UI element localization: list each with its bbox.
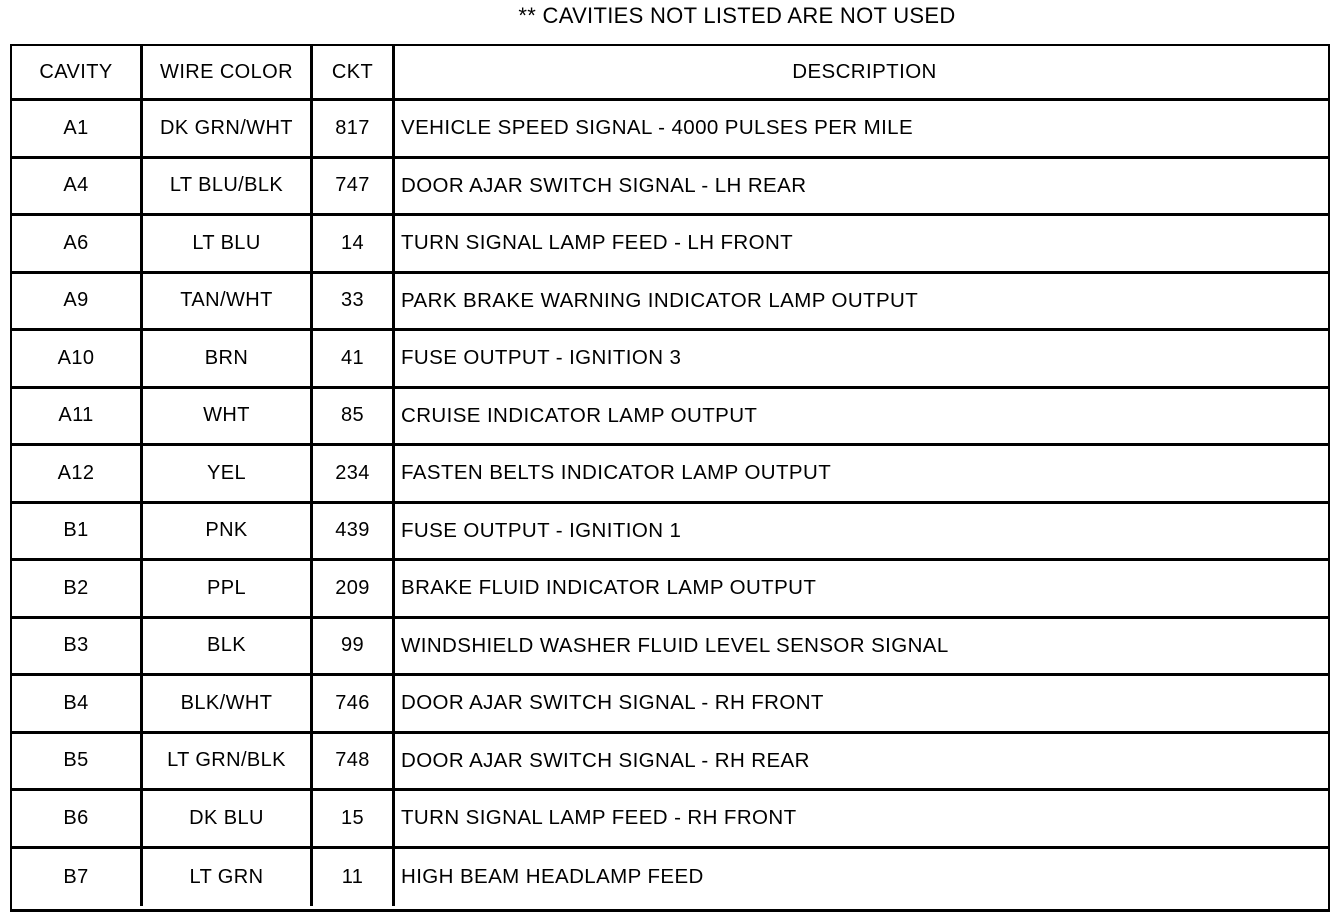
table-row <box>12 274 1328 332</box>
table-row <box>12 101 1328 159</box>
description-cell: VEHICLE SPEED SIGNAL - 4000 PULSES PER MILE <box>401 116 914 140</box>
ckt-cell: 85 <box>313 389 395 444</box>
cavity-cell: A4 <box>12 159 143 214</box>
ckt-cell: 15 <box>313 791 395 846</box>
ckt-cell: 748 <box>313 734 395 789</box>
wire-color-cell: PPL <box>143 561 313 616</box>
cavity-cell: A11 <box>12 389 143 444</box>
ckt-cell: 11 <box>313 849 395 907</box>
description-cell: FUSE OUTPUT - IGNITION 1 <box>401 518 682 542</box>
table-row <box>12 331 1328 389</box>
description-cell: FASTEN BELTS INDICATOR LAMP OUTPUT <box>401 461 832 485</box>
cavity-cell: A6 <box>12 216 143 271</box>
table-row <box>12 561 1328 619</box>
wire-color-cell: LT BLU <box>143 216 313 271</box>
description-cell: CRUISE INDICATOR LAMP OUTPUT <box>401 403 758 427</box>
wire-color-cell: LT GRN <box>143 849 313 907</box>
description-cell: WINDSHIELD WASHER FLUID LEVEL SENSOR SIGNAL <box>401 633 949 657</box>
wire-color-cell: LT GRN/BLK <box>143 734 313 789</box>
ckt-cell: 234 <box>313 446 395 501</box>
description-cell: DOOR AJAR SWITCH SIGNAL - RH FRONT <box>401 691 824 715</box>
ckt-cell: 33 <box>313 274 395 329</box>
ckt-cell: 817 <box>313 101 395 156</box>
wire-color-cell: LT BLU/BLK <box>143 159 313 214</box>
header-description: DESCRIPTION <box>792 60 937 83</box>
cavity-cell: A12 <box>12 446 143 501</box>
cavity-cell: B4 <box>12 676 143 731</box>
wire-color-cell: TAN/WHT <box>143 274 313 329</box>
description-cell: TURN SIGNAL LAMP FEED - RH FRONT <box>401 806 797 830</box>
table-header-row <box>12 46 1328 101</box>
wire-color-cell: BLK/WHT <box>143 676 313 731</box>
description-cell: DOOR AJAR SWITCH SIGNAL - LH REAR <box>401 173 807 197</box>
wire-color-cell: BRN <box>143 331 313 386</box>
cavity-cell: B2 <box>12 561 143 616</box>
header-wire-color: WIRE COLOR <box>143 46 313 98</box>
ckt-cell: 746 <box>313 676 395 731</box>
cavity-cell: B3 <box>12 619 143 674</box>
cavity-cell: A10 <box>12 331 143 386</box>
connector-cavity-table <box>10 44 1330 912</box>
ckt-cell: 209 <box>313 561 395 616</box>
wire-color-cell: DK GRN/WHT <box>143 101 313 156</box>
unused-cavities-note: ** CAVITIES NOT LISTED ARE NOT USED <box>518 3 956 28</box>
header-ckt: CKT <box>313 46 395 98</box>
wire-color-cell: WHT <box>143 389 313 444</box>
wire-color-cell: BLK <box>143 619 313 674</box>
header-cavity: CAVITY <box>12 46 143 98</box>
description-cell: TURN SIGNAL LAMP FEED - LH FRONT <box>401 231 794 255</box>
cavity-cell: A9 <box>12 274 143 329</box>
ckt-cell: 99 <box>313 619 395 674</box>
table-row <box>12 159 1328 217</box>
ckt-cell: 14 <box>313 216 395 271</box>
ckt-cell: 439 <box>313 504 395 559</box>
table-row <box>12 216 1328 274</box>
ckt-cell: 747 <box>313 159 395 214</box>
table-row <box>12 849 1328 907</box>
table-row <box>12 619 1328 677</box>
wire-color-cell: DK BLU <box>143 791 313 846</box>
cavity-cell: B7 <box>12 849 143 907</box>
description-cell: PARK BRAKE WARNING INDICATOR LAMP OUTPUT <box>401 288 919 312</box>
table-row <box>12 734 1328 792</box>
wire-color-cell: YEL <box>143 446 313 501</box>
cavity-cell: B5 <box>12 734 143 789</box>
table-row <box>12 791 1328 849</box>
wire-color-cell: PNK <box>143 504 313 559</box>
cavity-cell: A1 <box>12 101 143 156</box>
table-row <box>12 676 1328 734</box>
ckt-cell: 41 <box>313 331 395 386</box>
table-row <box>12 504 1328 562</box>
cavity-cell: B6 <box>12 791 143 846</box>
table-row <box>12 389 1328 447</box>
cavity-cell: B1 <box>12 504 143 559</box>
description-cell: FUSE OUTPUT - IGNITION 3 <box>401 346 682 370</box>
table-row <box>12 446 1328 504</box>
description-cell: BRAKE FLUID INDICATOR LAMP OUTPUT <box>401 576 817 600</box>
table-body <box>12 101 1328 906</box>
description-cell: DOOR AJAR SWITCH SIGNAL - RH REAR <box>401 748 810 772</box>
description-cell: HIGH BEAM HEADLAMP FEED <box>401 865 704 889</box>
